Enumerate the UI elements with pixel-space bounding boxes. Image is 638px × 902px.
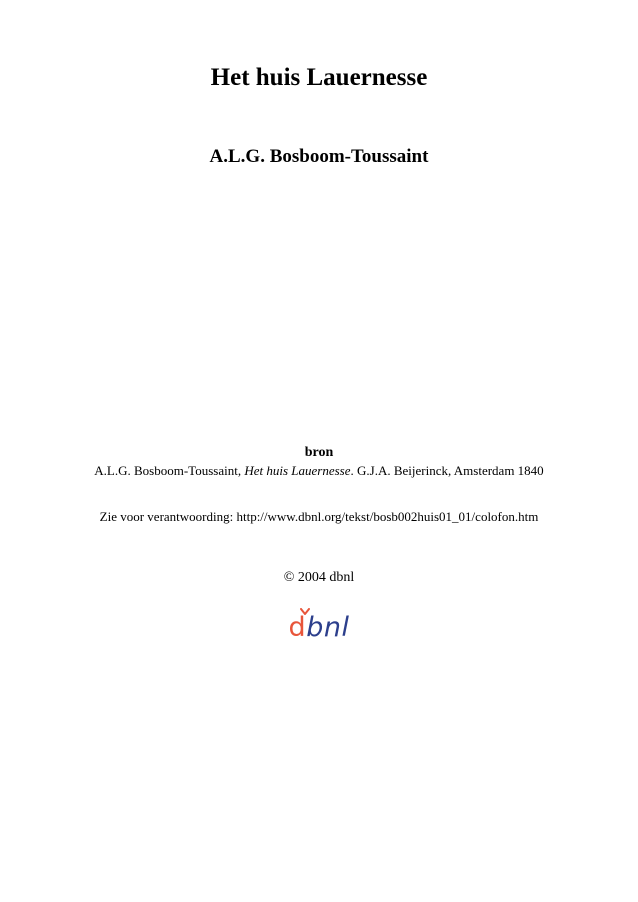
source-work-title: Het huis Lauernesse bbox=[244, 463, 351, 478]
source-author: A.L.G. Bosboom-Toussaint, bbox=[94, 463, 245, 478]
source-heading: bron bbox=[304, 445, 334, 460]
copyright-notice: © 2004 dbnl bbox=[283, 570, 355, 585]
source-publisher: . G.J.A. Beijerinck, Amsterdam 1840 bbox=[350, 463, 544, 478]
logo-letters-bnl: bnl bbox=[306, 612, 350, 643]
accountability-note: Zie voor verantwoording: http://www.dbnl.org/tekst/bosb002huis01_01/colofon.htm bbox=[99, 509, 539, 524]
logo-hacek-icon bbox=[300, 608, 310, 616]
book-title: Het huis Lauernesse bbox=[210, 64, 428, 91]
logo-letter-d: d bbox=[288, 612, 307, 643]
source-block bbox=[0, 444, 638, 480]
dbnl-logo bbox=[0, 612, 638, 643]
source-citation bbox=[0, 462, 638, 480]
dbnl-logo-mark bbox=[289, 612, 350, 643]
book-author: A.L.G. Bosboom-Toussaint bbox=[209, 146, 429, 167]
